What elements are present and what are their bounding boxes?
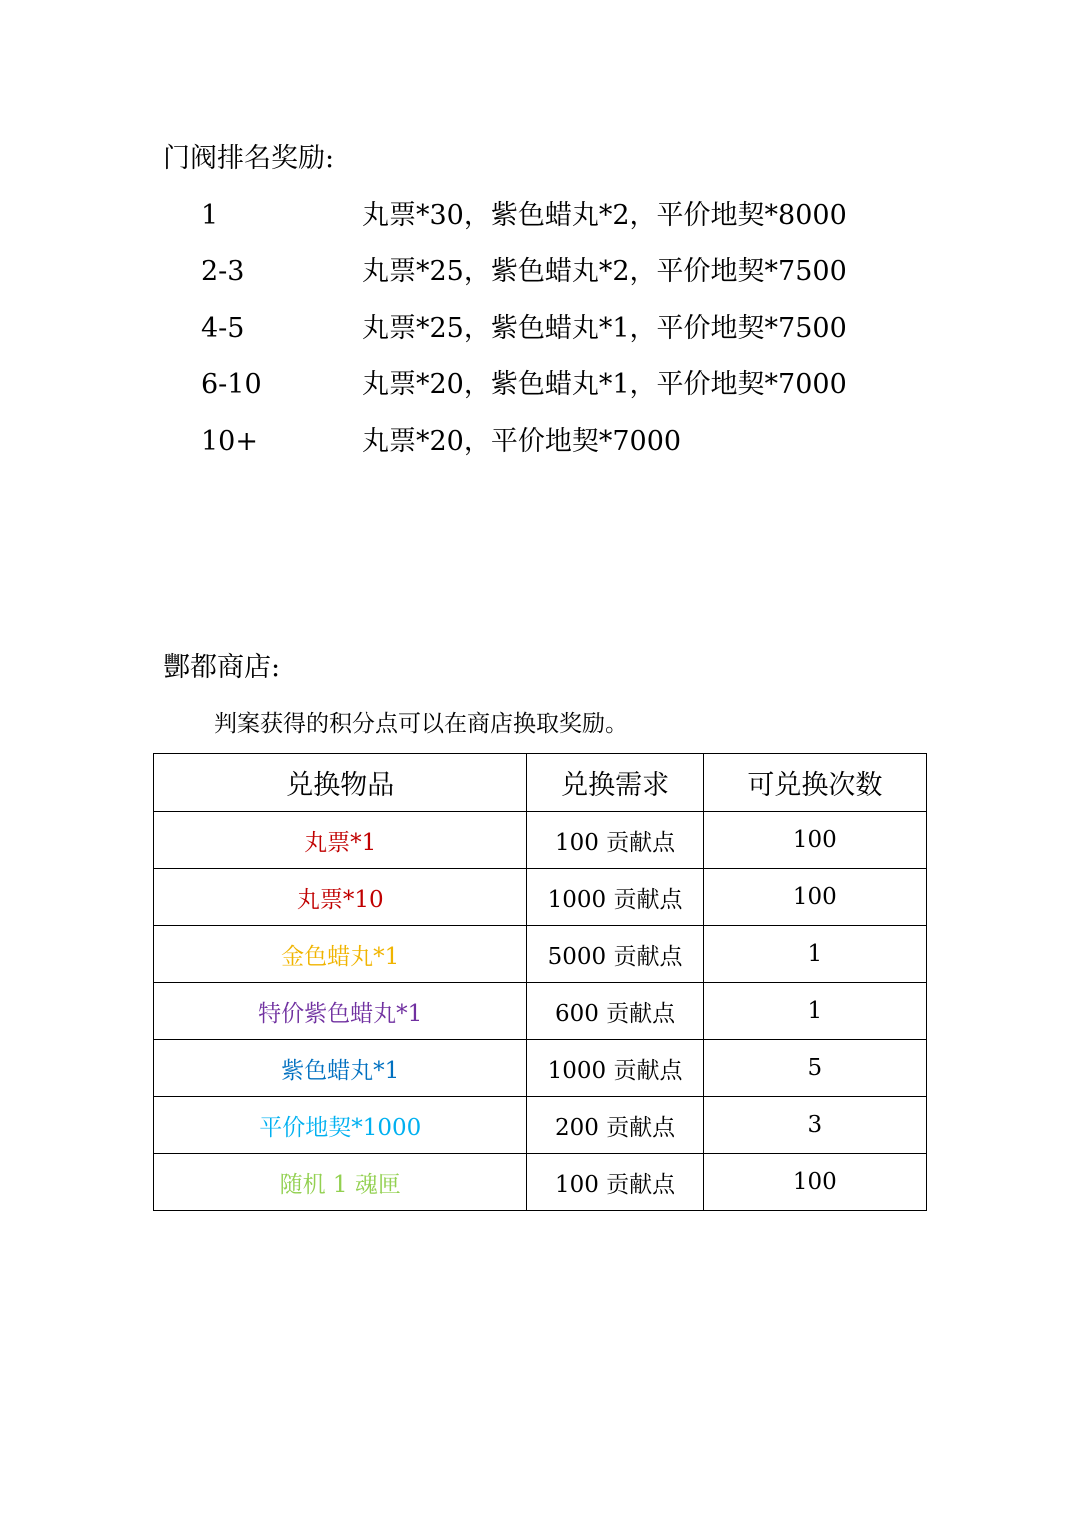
rank-reward: 丸票*20，平价地契*7000 [362, 426, 682, 457]
item-limit: 1 [703, 926, 926, 983]
table-row [154, 869, 927, 926]
item-name: 平价地契*1000 [154, 1097, 527, 1154]
header-cost: 兑换需求 [527, 754, 703, 812]
table-header-row [154, 754, 927, 812]
rank-reward: 丸票*25，紫色蜡丸*2，平价地契*7500 [362, 256, 847, 287]
rank-reward: 丸票*30，紫色蜡丸*2，平价地契*8000 [362, 200, 847, 231]
rank-reward: 丸票*25，紫色蜡丸*1，平价地契*7500 [362, 313, 847, 344]
rank-range: 2-3 [201, 256, 245, 287]
shop-description: 判案获得的积分点可以在商店换取奖励。 [214, 711, 628, 737]
header-limit: 可兑换次数 [703, 754, 926, 812]
item-limit: 100 [703, 812, 926, 869]
table-row [154, 926, 927, 983]
rank-reward: 丸票*20，紫色蜡丸*1，平价地契*7000 [362, 369, 847, 400]
ranking-row [0, 365, 1080, 405]
item-name: 丸票*1 [154, 812, 527, 869]
item-cost: 5000 贡献点 [527, 926, 703, 983]
item-name: 紫色蜡丸*1 [154, 1040, 527, 1097]
table-row [154, 812, 927, 869]
item-limit: 100 [703, 1154, 926, 1211]
item-limit: 100 [703, 869, 926, 926]
item-limit: 3 [703, 1097, 926, 1154]
item-limit: 5 [703, 1040, 926, 1097]
rank-range: 10+ [201, 426, 258, 457]
table-row [154, 1154, 927, 1211]
item-name: 随机 1 魂匣 [154, 1154, 527, 1211]
item-cost: 1000 贡献点 [527, 869, 703, 926]
table-row [154, 1040, 927, 1097]
item-name: 特价紫色蜡丸*1 [154, 983, 527, 1040]
ranking-row [0, 196, 1080, 236]
item-cost: 100 贡献点 [527, 812, 703, 869]
shop-table [153, 753, 927, 1211]
item-cost: 200 贡献点 [527, 1097, 703, 1154]
item-cost: 1000 贡献点 [527, 1040, 703, 1097]
ranking-row [0, 422, 1080, 462]
item-cost: 600 贡献点 [527, 983, 703, 1040]
header-item: 兑换物品 [154, 754, 527, 812]
item-name: 金色蜡丸*1 [154, 926, 527, 983]
shop-section-title: 酆都商店: [163, 652, 281, 683]
rank-range: 4-5 [201, 313, 245, 344]
table-row [154, 983, 927, 1040]
item-cost: 100 贡献点 [527, 1154, 703, 1211]
ranking-row [0, 309, 1080, 349]
rank-range: 6-10 [201, 369, 262, 400]
ranking-row [0, 252, 1080, 292]
item-name: 丸票*10 [154, 869, 527, 926]
item-limit: 1 [703, 983, 926, 1040]
rank-range: 1 [201, 200, 219, 231]
table-row [154, 1097, 927, 1154]
ranking-section-title: 门阀排名奖励: [163, 143, 335, 174]
